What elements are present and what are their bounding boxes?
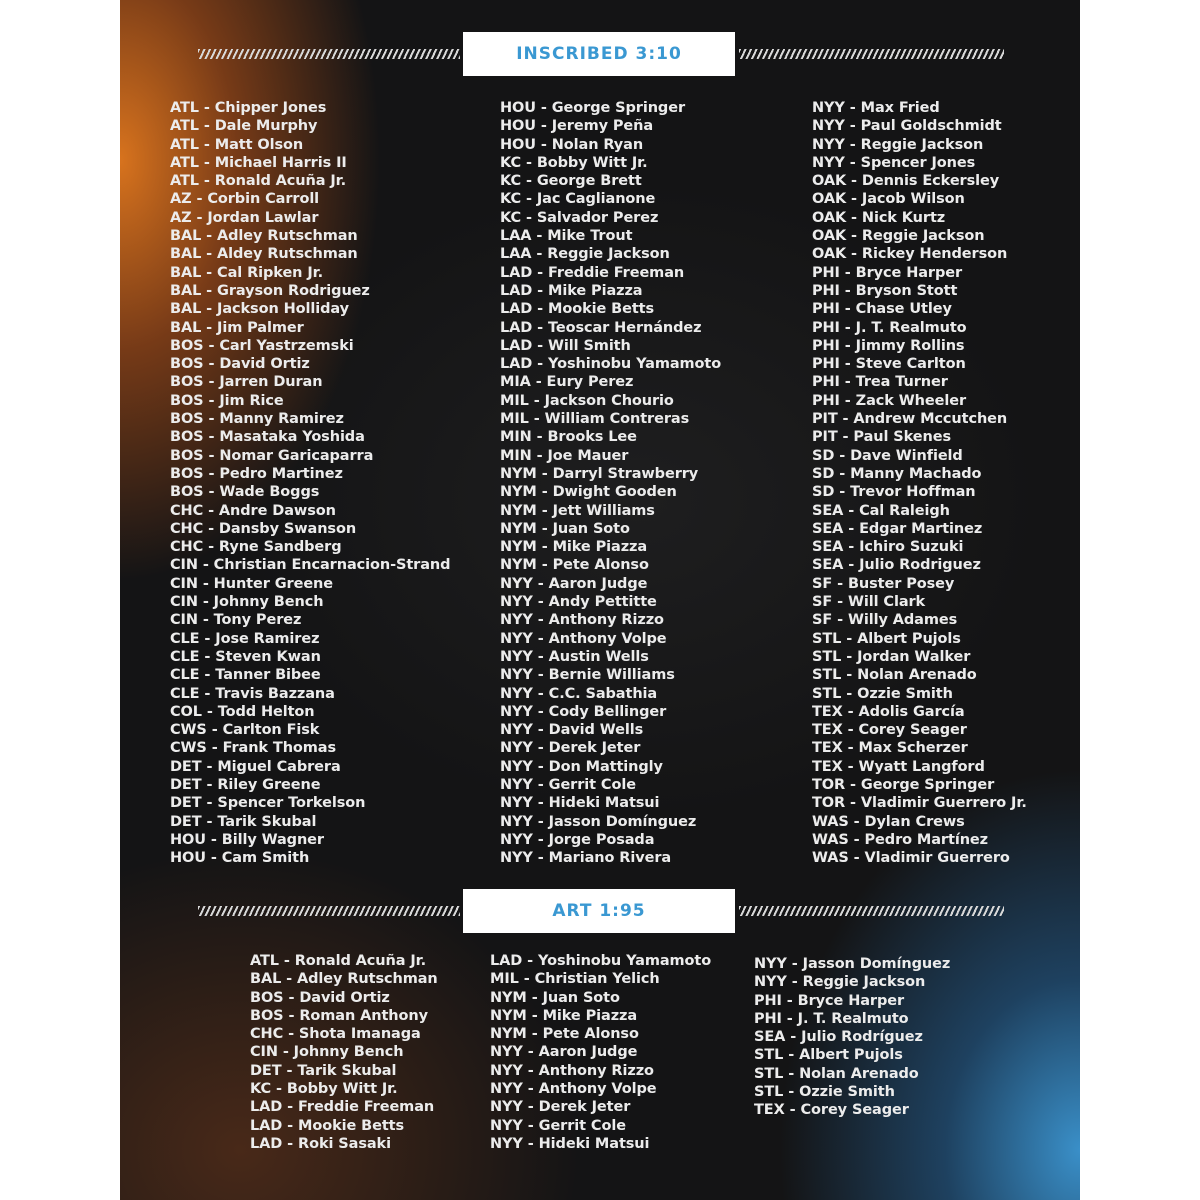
checklist-entry: SD - Manny Machado xyxy=(812,465,982,482)
checklist-entry: NYY - Bernie Williams xyxy=(500,667,675,684)
inscribed-column-1 xyxy=(170,99,450,867)
checklist-entry: NYY - C.C. Sabathia xyxy=(500,685,658,702)
checklist-entry: TEX - Wyatt Langford xyxy=(812,758,985,775)
checklist-entry: BOS - David Ortiz xyxy=(250,989,390,1006)
checklist-entry: HOU - Cam Smith xyxy=(170,850,310,867)
checklist-entry: LAA - Mike Trout xyxy=(500,228,633,245)
checklist-entry: TOR - George Springer xyxy=(812,776,995,793)
inscribed-column-2 xyxy=(500,99,721,867)
art-section-header xyxy=(198,889,1004,933)
checklist-entry: CLE - Jose Ramirez xyxy=(170,630,320,647)
checklist-entry: PHI - Bryce Harper xyxy=(754,992,905,1009)
checklist-entry: BAL - Adley Rutschman xyxy=(250,971,438,988)
checklist-entry: PHI - Bryce Harper xyxy=(812,264,963,281)
art-column-3 xyxy=(754,955,950,1120)
checklist-entry: PHI - J. T. Realmuto xyxy=(812,319,967,336)
checklist-entry: LAD - Freddie Freeman xyxy=(500,264,685,281)
checklist-entry: OAK - Nick Kurtz xyxy=(812,209,946,226)
checklist-entry: BOS - Wade Boggs xyxy=(170,484,320,501)
checklist-entry: CIN - Johnny Bench xyxy=(170,594,324,611)
checklist-entry: BOS - Manny Ramirez xyxy=(170,411,344,428)
checklist-poster xyxy=(120,0,1080,1200)
inscribed-column-3 xyxy=(812,99,1027,867)
checklist-entry: DET - Miguel Cabrera xyxy=(170,758,341,775)
checklist-entry: ATL - Michael Harris II xyxy=(170,154,347,171)
checklist-entry: LAD - Mookie Betts xyxy=(500,301,655,318)
checklist-entry: SEA - Cal Raleigh xyxy=(812,502,950,519)
checklist-entry: NYM - Darryl Strawberry xyxy=(500,465,699,482)
checklist-entry: NYY - Gerrit Cole xyxy=(490,1117,626,1134)
checklist-entry: HOU - Jeremy Peña xyxy=(500,118,654,135)
checklist-entry: PIT - Andrew Mccutchen xyxy=(812,411,1008,428)
checklist-entry: NYM - Mike Piazza xyxy=(490,1007,638,1024)
checklist-entry: PIT - Paul Skenes xyxy=(812,429,952,446)
checklist-entry: NYM - Mike Piazza xyxy=(500,539,648,556)
checklist-entry: SF - Will Clark xyxy=(812,594,926,611)
checklist-entry: CIN - Tony Perez xyxy=(170,612,302,629)
checklist-entry: CHC - Shota Imanaga xyxy=(250,1026,421,1043)
checklist-entry: BAL - Grayson Rodriguez xyxy=(170,282,370,299)
checklist-entry: NYM - Pete Alonso xyxy=(490,1026,639,1043)
checklist-entry: BOS - Carl Yastrzemski xyxy=(170,337,354,354)
checklist-entry: STL - Nolan Arenado xyxy=(754,1065,919,1082)
checklist-entry: KC - George Brett xyxy=(500,173,642,190)
checklist-entry: NYY - Paul Goldschmidt xyxy=(812,118,1002,135)
checklist-entry: AZ - Jordan Lawlar xyxy=(170,209,319,226)
checklist-entry: NYY - Anthony Volpe xyxy=(490,1081,657,1098)
checklist-entry: NYY - Andy Pettitte xyxy=(500,594,657,611)
checklist-entry: BOS - Roman Anthony xyxy=(250,1007,428,1024)
header-stripe-left xyxy=(198,49,460,59)
checklist-entry: OAK - Dennis Eckersley xyxy=(812,173,1000,190)
checklist-entry: DET - Tarik Skubal xyxy=(170,813,317,830)
art-title: ART 1:95 xyxy=(552,901,646,921)
checklist-entry: NYY - Hideki Matsui xyxy=(500,795,660,812)
checklist-entry: CHC - Dansby Swanson xyxy=(170,520,357,537)
checklist-entry: PHI - Zack Wheeler xyxy=(812,392,966,409)
checklist-entry: CLE - Steven Kwan xyxy=(170,648,321,665)
checklist-entry: CIN - Hunter Greene xyxy=(170,575,334,592)
checklist-entry: HOU - Billy Wagner xyxy=(170,831,324,848)
checklist-entry: LAD - Mike Piazza xyxy=(500,282,643,299)
checklist-entry: NYY - Max Fried xyxy=(812,100,940,116)
checklist-entry: MIN - Brooks Lee xyxy=(500,429,637,446)
checklist-entry: PHI - Jimmy Rollins xyxy=(812,337,965,354)
checklist-entry: CHC - Andre Dawson xyxy=(170,502,336,519)
checklist-entry: SD - Dave Winfield xyxy=(812,447,963,464)
art-column-2 xyxy=(490,952,711,1153)
header-stripe-right xyxy=(739,906,1004,916)
checklist-entry: BAL - Adley Rutschman xyxy=(170,228,358,245)
inscribed-section-header xyxy=(198,32,1004,76)
checklist-entry: TEX - Max Scherzer xyxy=(812,740,968,757)
checklist-entry: PHI - Trea Turner xyxy=(812,374,948,391)
checklist-entry: NYY - Anthony Volpe xyxy=(500,630,667,647)
checklist-entry: DET - Spencer Torkelson xyxy=(170,795,366,812)
checklist-entry: LAD - Mookie Betts xyxy=(250,1117,405,1134)
checklist-entry: BOS - Masataka Yoshida xyxy=(170,429,365,446)
checklist-entry: LAD - Yoshinobu Yamamoto xyxy=(500,356,722,373)
checklist-entry: NYY - Anthony Rizzo xyxy=(490,1062,654,1079)
checklist-entry: BOS - Jarren Duran xyxy=(170,374,323,391)
checklist-entry: NYY - Mariano Rivera xyxy=(500,850,672,867)
checklist-entry: CIN - Johnny Bench xyxy=(250,1044,404,1061)
checklist-entry: NYY - Don Mattingly xyxy=(500,758,663,775)
checklist-entry: TEX - Corey Seager xyxy=(754,1102,909,1119)
checklist-entry: STL - Ozzie Smith xyxy=(754,1084,895,1101)
checklist-entry: NYM - Dwight Gooden xyxy=(500,484,677,501)
art-title-box xyxy=(463,889,735,933)
checklist-entry: PHI - Chase Utley xyxy=(812,301,952,318)
checklist-entry: CWS - Carlton Fisk xyxy=(170,722,320,739)
checklist-entry: SEA - Ichiro Suzuki xyxy=(812,539,964,556)
checklist-entry: LAD - Yoshinobu Yamamoto xyxy=(490,953,712,969)
checklist-entry: ATL - Chipper Jones xyxy=(170,100,327,116)
checklist-entry: BAL - Cal Ripken Jr. xyxy=(170,264,324,281)
checklist-entry: BOS - David Ortiz xyxy=(170,356,310,373)
checklist-entry: NYY - Jasson Domínguez xyxy=(754,956,951,972)
checklist-entry: DET - Tarik Skubal xyxy=(250,1062,397,1079)
checklist-entry: MIL - Christian Yelich xyxy=(490,971,660,988)
checklist-entry: MIA - Eury Perez xyxy=(500,374,634,391)
checklist-entry: NYY - Spencer Jones xyxy=(812,154,976,171)
checklist-entry: BOS - Jim Rice xyxy=(170,392,284,409)
checklist-entry: NYY - Anthony Rizzo xyxy=(500,612,664,629)
checklist-entry: WAS - Dylan Crews xyxy=(812,813,965,830)
checklist-entry: SF - Willy Adames xyxy=(812,612,958,629)
checklist-entry: LAD - Teoscar Hernández xyxy=(500,319,702,336)
checklist-entry: NYY - Derek Jeter xyxy=(500,740,641,757)
checklist-entry: NYY - Gerrit Cole xyxy=(500,776,636,793)
checklist-entry: NYY - Jorge Posada xyxy=(500,831,655,848)
checklist-entry: MIN - Joe Mauer xyxy=(500,447,629,464)
checklist-entry: LAD - Roki Sasaki xyxy=(250,1135,391,1152)
checklist-entry: STL - Nolan Arenado xyxy=(812,667,977,684)
checklist-entry: KC - Jac Caglianone xyxy=(500,191,656,208)
checklist-entry: TEX - Corey Seager xyxy=(812,722,967,739)
checklist-entry: OAK - Jacob Wilson xyxy=(812,191,965,208)
checklist-entry: ATL - Matt Olson xyxy=(170,136,304,153)
checklist-entry: NYM - Juan Soto xyxy=(500,520,630,537)
checklist-entry: OAK - Reggie Jackson xyxy=(812,228,985,245)
checklist-entry: PHI - J. T. Realmuto xyxy=(754,1010,909,1027)
checklist-entry: NYM - Pete Alonso xyxy=(500,557,649,574)
checklist-entry: SEA - Julio Rodriguez xyxy=(812,557,981,574)
checklist-entry: KC - Salvador Perez xyxy=(500,209,659,226)
checklist-entry: BOS - Nomar Garicaparra xyxy=(170,447,374,464)
checklist-entry: STL - Albert Pujols xyxy=(754,1047,903,1064)
checklist-entry: DET - Riley Greene xyxy=(170,776,321,793)
checklist-entry: NYY - Hideki Matsui xyxy=(490,1135,650,1152)
checklist-entry: CHC - Ryne Sandberg xyxy=(170,539,342,556)
checklist-entry: NYM - Jett Williams xyxy=(500,502,655,519)
checklist-entry: CIN - Christian Encarnacion-Strand xyxy=(170,557,451,574)
checklist-entry: SEA - Julio Rodríguez xyxy=(754,1029,923,1046)
checklist-entry: NYM - Juan Soto xyxy=(490,989,620,1006)
checklist-entry: ATL - Ronald Acuña Jr. xyxy=(250,953,427,969)
checklist-entry: NYY - Aaron Judge xyxy=(490,1044,638,1061)
checklist-entry: NYY - David Wells xyxy=(500,722,644,739)
checklist-entry: OAK - Rickey Henderson xyxy=(812,246,1008,263)
checklist-entry: SD - Trevor Hoffman xyxy=(812,484,976,501)
checklist-entry: NYY - Reggie Jackson xyxy=(812,136,984,153)
checklist-entry: BAL - Jackson Holliday xyxy=(170,301,349,318)
checklist-entry: BAL - Jim Palmer xyxy=(170,319,304,336)
inscribed-title: INSCRIBED 3:10 xyxy=(516,44,682,64)
art-column-1 xyxy=(250,952,438,1153)
checklist-entry: BOS - Pedro Martinez xyxy=(170,465,343,482)
checklist-entry: NYY - Austin Wells xyxy=(500,648,649,665)
checklist-entry: CWS - Frank Thomas xyxy=(170,740,337,757)
checklist-entry: ATL - Dale Murphy xyxy=(170,118,318,135)
checklist-entry: PHI - Steve Carlton xyxy=(812,356,966,373)
checklist-entry: KC - Bobby Witt Jr. xyxy=(500,154,648,171)
checklist-entry: TOR - Vladimir Guerrero Jr. xyxy=(812,795,1027,812)
checklist-entry: NYY - Derek Jeter xyxy=(490,1099,631,1116)
checklist-entry: HOU - George Springer xyxy=(500,100,685,116)
checklist-entry: NYY - Aaron Judge xyxy=(500,575,648,592)
checklist-entry: CLE - Tanner Bibee xyxy=(170,667,321,684)
checklist-entry: LAA - Reggie Jackson xyxy=(500,246,670,263)
checklist-entry: KC - Bobby Witt Jr. xyxy=(250,1081,398,1098)
checklist-entry: AZ - Corbin Carroll xyxy=(170,191,320,208)
checklist-entry: WAS - Vladimir Guerrero xyxy=(812,850,1010,867)
checklist-entry: LAD - Will Smith xyxy=(500,337,631,354)
checklist-entry: COL - Todd Helton xyxy=(170,703,315,720)
header-stripe-left xyxy=(198,906,460,916)
checklist-entry: TEX - Adolis García xyxy=(812,703,965,720)
checklist-entry: STL - Jordan Walker xyxy=(812,648,971,665)
checklist-entry: NYY - Jasson Domínguez xyxy=(500,813,697,830)
checklist-entry: STL - Ozzie Smith xyxy=(812,685,953,702)
checklist-entry: SF - Buster Posey xyxy=(812,575,955,592)
checklist-entry: STL - Albert Pujols xyxy=(812,630,961,647)
checklist-entry: BAL - Aldey Rutschman xyxy=(170,246,358,263)
checklist-entry: SEA - Edgar Martinez xyxy=(812,520,983,537)
header-stripe-right xyxy=(739,49,1004,59)
checklist-entry: MIL - Jackson Chourio xyxy=(500,392,674,409)
checklist-entry: WAS - Pedro Martínez xyxy=(812,831,988,848)
checklist-entry: CLE - Travis Bazzana xyxy=(170,685,335,702)
checklist-entry: PHI - Bryson Stott xyxy=(812,282,958,299)
checklist-entry: LAD - Freddie Freeman xyxy=(250,1099,435,1116)
inscribed-title-box xyxy=(463,32,735,76)
checklist-entry: HOU - Nolan Ryan xyxy=(500,136,644,153)
checklist-entry: NYY - Cody Bellinger xyxy=(500,703,667,720)
checklist-entry: MIL - William Contreras xyxy=(500,411,690,428)
checklist-entry: NYY - Reggie Jackson xyxy=(754,974,926,991)
checklist-entry: ATL - Ronald Acuña Jr. xyxy=(170,173,347,190)
